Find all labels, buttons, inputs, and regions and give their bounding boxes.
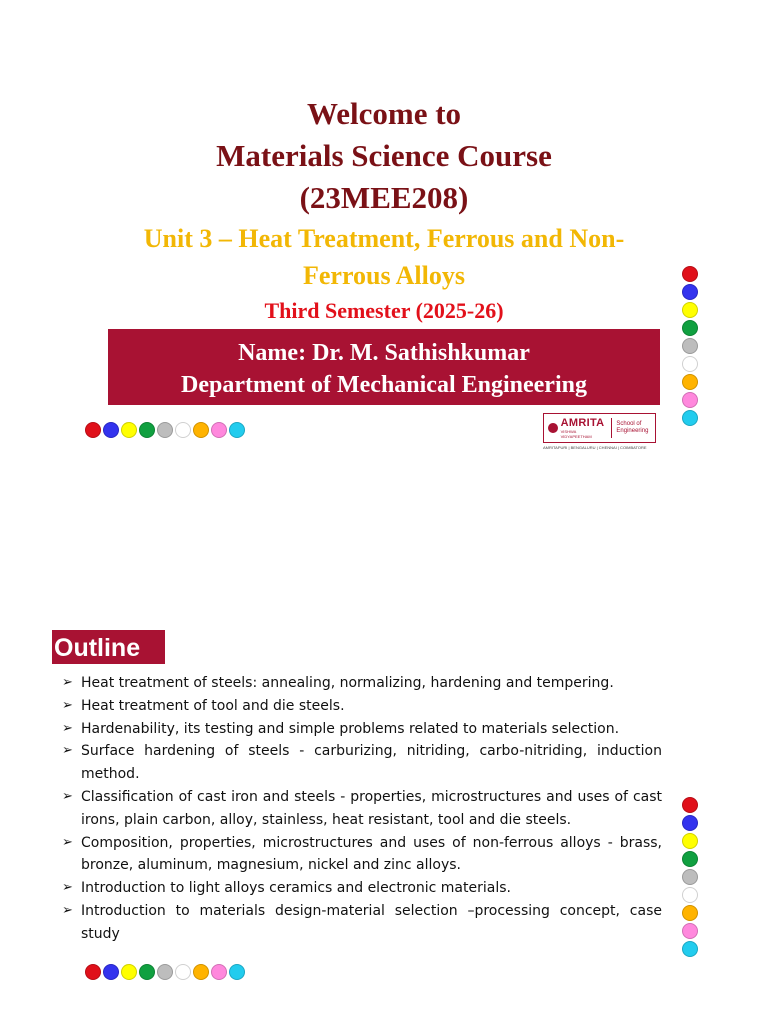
title-slide: [0, 0, 768, 500]
arrow-bullet-icon: ➢: [62, 697, 73, 713]
decorative-dots-vertical: [682, 266, 698, 428]
amrita-logo: [543, 413, 656, 457]
unit-title-line-1: Unit 3 – Heat Treatment, Ferrous and Non-: [143, 224, 625, 253]
decorative-dot: [139, 422, 155, 438]
decorative-dot: [682, 392, 698, 408]
decorative-dot: [682, 302, 698, 318]
outline-item: ➢ Introduction to materials design-material selection –processing concept, case study: [62, 900, 662, 946]
decorative-dot: [682, 356, 698, 372]
decorative-dot: [139, 964, 155, 980]
outline-list: [62, 672, 662, 946]
outline-item: ➢ Composition, properties, microstructures and uses of non-ferrous alloys - brass, bronze, aluminum, magnesium, nickel and zinc alloys.: [62, 832, 662, 878]
outline-item: ➢ Heat treatment of steels: annealing, normalizing, hardening and tempering.: [62, 672, 662, 695]
decorative-dot: [682, 266, 698, 282]
arrow-bullet-icon: ➢: [62, 788, 73, 804]
decorative-dot: [103, 422, 119, 438]
decorative-dots-vertical: [682, 797, 698, 959]
course-code: (23MEE208): [299, 180, 469, 215]
outline-item: ➢ Introduction to light alloys ceramics and electronic materials.: [62, 877, 662, 900]
outline-heading: Outline: [52, 630, 165, 664]
decorative-dot: [121, 964, 137, 980]
decorative-dot: [682, 923, 698, 939]
amrita-emblem-icon: [548, 423, 558, 433]
semester-label: Third Semester (2025-26): [264, 298, 504, 323]
arrow-bullet-icon: ➢: [62, 902, 73, 918]
arrow-bullet-icon: ➢: [62, 720, 73, 736]
decorative-dot: [175, 422, 191, 438]
department-name: Department of Mechanical Engineering: [181, 372, 587, 398]
arrow-bullet-icon: ➢: [62, 675, 73, 690]
decorative-dot: [157, 422, 173, 438]
decorative-dot: [157, 964, 173, 980]
logo-subtitle: VISHWA VIDYAPEETHAM: [560, 429, 592, 439]
arrow-bullet-icon: ➢: [62, 743, 73, 759]
decorative-dot: [682, 833, 698, 849]
decorative-dot: [682, 887, 698, 903]
decorative-dot: [682, 410, 698, 426]
decorative-dots-horizontal: [85, 422, 247, 438]
logo-campuses: AMRITAPURI | BENGALURU | CHENNAI | COIMBATORE: [543, 445, 647, 450]
decorative-dot: [175, 964, 191, 980]
unit-title-line-2: Ferrous Alloys: [302, 261, 466, 290]
decorative-dot: [682, 284, 698, 300]
decorative-dot: [682, 851, 698, 867]
decorative-dot: [229, 422, 245, 438]
decorative-dot: [682, 374, 698, 390]
outline-item: ➢ Classification of cast iron and steels - properties, microstructures and uses of cast irons, plain carbon, alloy, stainless, heat resistant, tool and die steels.: [62, 786, 662, 832]
decorative-dot: [682, 815, 698, 831]
decorative-dot: [682, 338, 698, 354]
decorative-dot: [85, 964, 101, 980]
arrow-bullet-icon: ➢: [62, 834, 73, 850]
presenter-name: Name: Dr. M. Sathishkumar: [238, 340, 530, 366]
decorative-dot: [211, 964, 227, 980]
outline-item: ➢ Surface hardening of steels - carburizing, nitriding, carbo-nitriding, induction method.: [62, 740, 662, 786]
decorative-dot: [103, 964, 119, 980]
decorative-dot: [682, 905, 698, 921]
decorative-dot: [682, 869, 698, 885]
decorative-dot: [229, 964, 245, 980]
decorative-dot: [682, 320, 698, 336]
outline-item: ➢ Heat treatment of tool and die steels.: [62, 695, 662, 718]
decorative-dot: [121, 422, 137, 438]
decorative-dots-horizontal: [85, 964, 247, 980]
decorative-dot: [682, 941, 698, 957]
welcome-line: Welcome to: [306, 96, 462, 131]
presenter-banner: [108, 329, 660, 405]
decorative-dot: [193, 422, 209, 438]
decorative-dot: [85, 422, 101, 438]
decorative-dot: [193, 964, 209, 980]
outline-item: ➢ Hardenability, its testing and simple problems related to materials selection.: [62, 718, 662, 741]
course-name: Materials Science Course: [216, 138, 552, 173]
decorative-dot: [682, 797, 698, 813]
arrow-bullet-icon: ➢: [62, 880, 73, 896]
decorative-dot: [211, 422, 227, 438]
logo-wordmark: AMRITA: [560, 417, 605, 429]
outline-slide: [0, 612, 768, 1024]
logo-school-label: School of Engineering: [616, 421, 649, 434]
